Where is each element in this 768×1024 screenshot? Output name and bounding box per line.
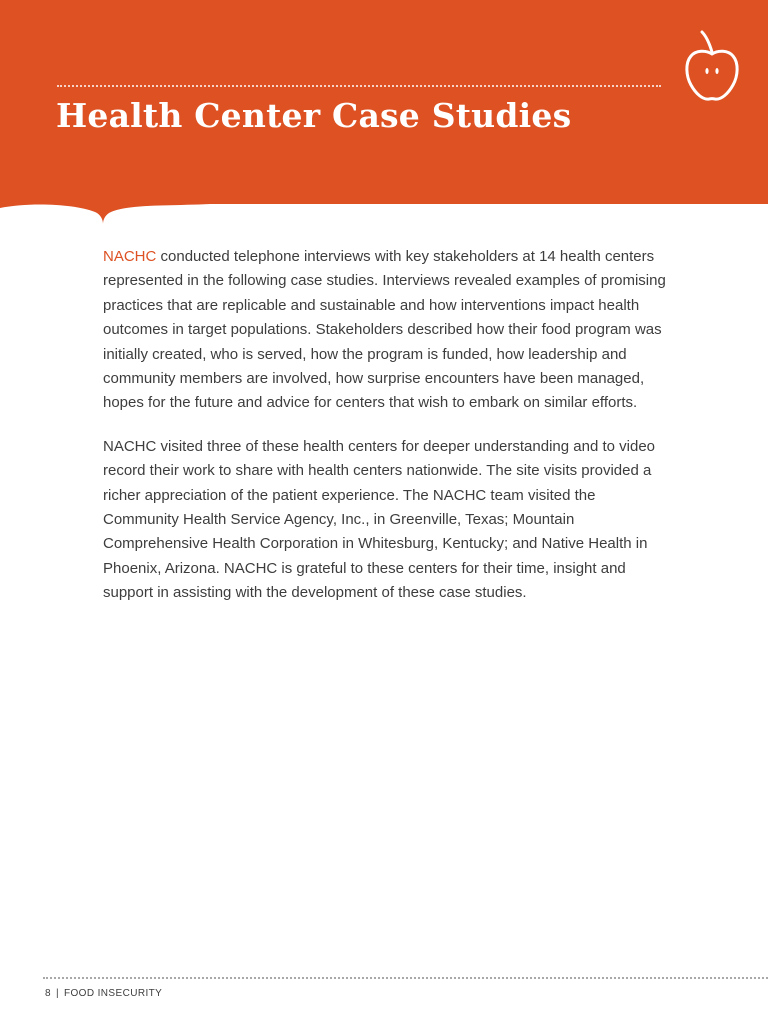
body-text <box>103 245 673 606</box>
paragraph-2: NACHC visited three of these health centers for deeper understanding and to video record their work to share with health centers nationwide. The site visits provided a richer appreciation of the patient experience. The NACHC team visited the Community Health Service Agency, Inc., in Greenville, Texas; Mountain Comprehensive Health Corporation in Whitesburg, Kentucky; and Native Health in Phoenix, Arizona. NACHC is grateful to these centers for their time, insight and support in assisting with the development of these case studies. <box>103 437 655 602</box>
page-number: 8 <box>45 988 51 999</box>
header-notch-divider <box>0 200 768 230</box>
footer-separator: | <box>55 988 59 999</box>
header-dotted-rule <box>57 85 661 87</box>
page-title: Health Center Case Studies <box>56 96 572 135</box>
nachc-highlight: NACHC <box>103 248 157 265</box>
section-name: FOOD INSECURITY <box>63 988 163 999</box>
page-footer <box>45 988 162 999</box>
apple-icon <box>682 30 742 104</box>
footer-dotted-rule <box>43 977 768 979</box>
paragraph-1 <box>103 245 673 416</box>
paragraph-1-text: conducted telephone interviews with key stakeholders at 14 health centers represented in the following case studies. Interviews revealed examples of promising practices that are replicable and sustainable and how interventions impact health outcomes in target populations. Stakeholders described how their food program was initially created, who is served, how the program is funded, how leadership and community members are involved, how surprise encounters have been managed, hopes for the future and advice for centers that wish to embark on similar efforts. <box>103 248 666 412</box>
